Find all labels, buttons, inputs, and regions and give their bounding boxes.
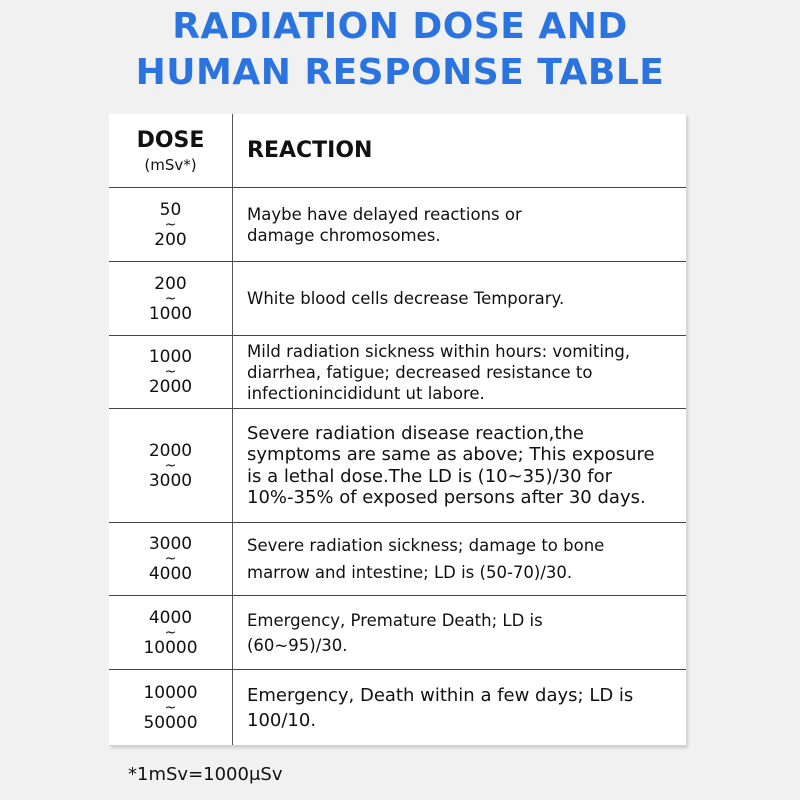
reaction-text: Emergency, Death within a few days; LD is 100/10. (247, 684, 634, 731)
unit-footnote: *1mSv=1000μSv (128, 764, 283, 785)
dose-cell (109, 336, 232, 408)
dose-cell (109, 670, 232, 745)
reaction-text: Maybe have delayed reactions or damage chromosomes. (247, 204, 522, 245)
table-row (109, 523, 686, 596)
dose-separator: ~ (164, 624, 177, 641)
reaction-text: Severe radiation disease reaction,the symptoms are same as above; This exposure is a lethal dose.The LD is (10~35)/30 for 10%-35% of exposed persons after 30 days. (247, 422, 655, 508)
reaction-text: Emergency, Premature Death; LD is (60~95)/30. (247, 610, 543, 655)
page-title (0, 4, 800, 96)
reaction-text: Mild radiation sickness within hours: vomiting, diarrhea, fatigue; decreased resistance to infectionincididunt ut labore. (247, 341, 631, 403)
table-row (109, 409, 686, 523)
header-reaction-cell (247, 114, 672, 187)
table-row (109, 596, 686, 670)
table-row (109, 336, 686, 409)
dose-from: 50 (159, 199, 182, 220)
reaction-cell (247, 262, 672, 335)
dose-to: 3000 (148, 470, 193, 491)
dose-from: 1000 (148, 347, 193, 367)
dose-to: 200 (154, 229, 187, 250)
dose-to: 50000 (143, 712, 198, 733)
table-header-row (109, 114, 686, 188)
reaction-cell (247, 336, 672, 408)
reaction-cell (247, 409, 672, 522)
title-line-1: RADIATION DOSE AND (172, 6, 628, 47)
dose-from: 3000 (148, 534, 193, 554)
dose-separator: ~ (164, 457, 177, 474)
dose-separator: ~ (164, 699, 177, 716)
dose-from: 4000 (148, 607, 193, 628)
title-line-2: HUMAN RESPONSE TABLE (135, 52, 665, 93)
header-dose-label: DOSE (136, 127, 205, 153)
table-row (109, 262, 686, 336)
dose-cell (109, 262, 232, 335)
dose-from: 2000 (148, 440, 193, 461)
reaction-cell (247, 523, 672, 595)
header-dose-unit: (mSv*) (144, 155, 197, 174)
dose-cell (109, 409, 232, 522)
dose-cell (109, 188, 232, 261)
reaction-cell (247, 596, 672, 669)
table-row (109, 188, 686, 262)
dose-cell (109, 596, 232, 669)
dose-separator: ~ (164, 216, 177, 233)
reaction-cell (247, 188, 672, 261)
table-row (109, 670, 686, 745)
dose-separator: ~ (164, 290, 177, 307)
header-reaction-label: REACTION (247, 138, 373, 163)
dose-cell (109, 523, 232, 595)
reaction-text: White blood cells decrease Temporary. (247, 289, 565, 308)
dose-to: 2000 (148, 377, 193, 397)
dose-to: 1000 (148, 303, 193, 324)
dose-separator: ~ (164, 364, 177, 380)
dose-from: 200 (154, 273, 187, 294)
dose-from: 10000 (143, 682, 198, 703)
reaction-cell (247, 670, 672, 745)
header-dose-cell (109, 114, 232, 187)
dose-to: 10000 (143, 637, 198, 658)
dose-separator: ~ (164, 551, 177, 567)
dose-response-table (109, 114, 686, 746)
reaction-text: Severe radiation sickness; damage to bone marrow and intestine; LD is (50-70)/30. (247, 536, 605, 582)
dose-to: 4000 (148, 564, 193, 584)
